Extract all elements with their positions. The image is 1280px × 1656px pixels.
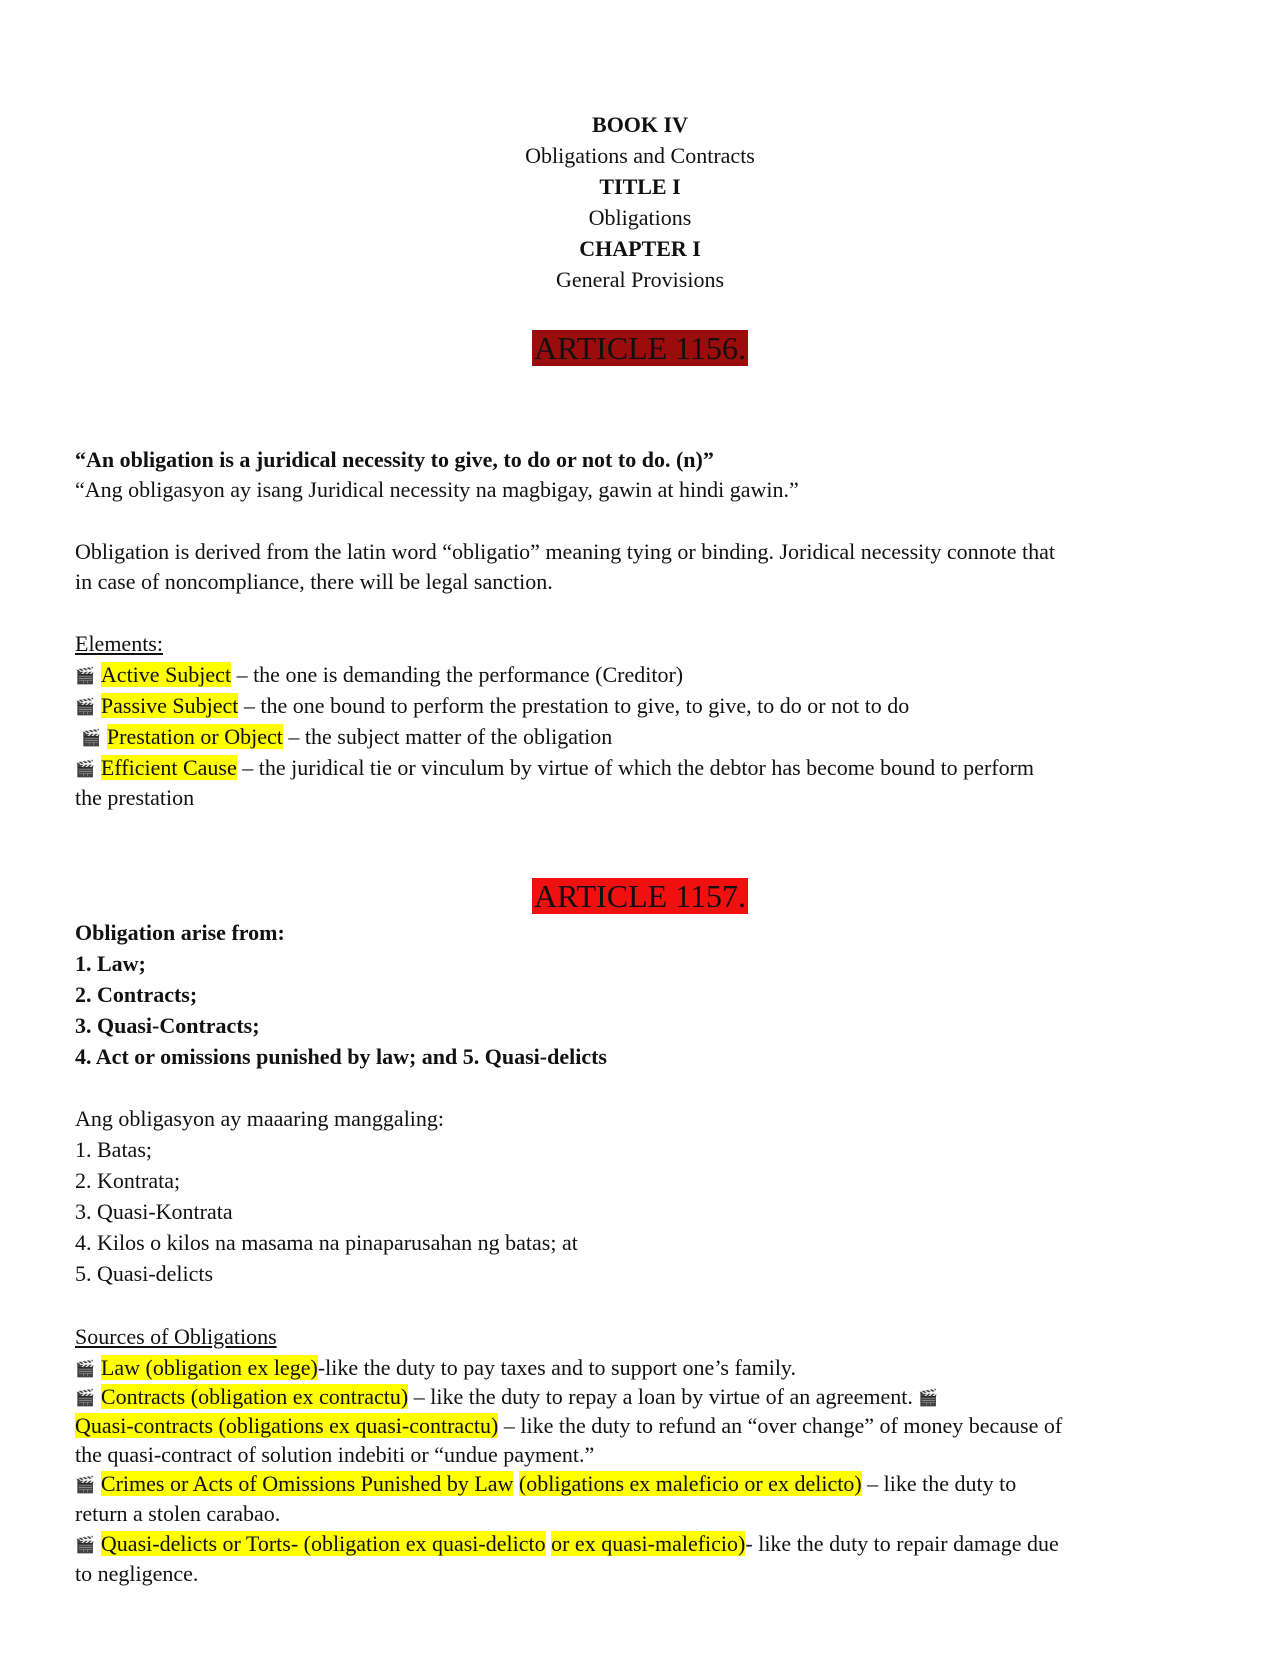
source-item-law [75,1353,1215,1385]
clapperboard-icon: 🎬 [918,1390,939,1407]
clapperboard-icon: 🎬 [75,1390,95,1407]
elements-label-line [75,629,1215,659]
tagalog-label: Ang obligasyon ay maaaring manggaling: [75,1106,445,1131]
article-1156-heading-wrap [0,328,1280,368]
clapperboard-icon: 🎬 [75,699,95,716]
source-desc: – like the duty to [861,1471,1017,1496]
article-1157-heading: ARTICLE 1157. [534,878,746,914]
element-term: Prestation or Object [106,724,283,749]
source-item-quasi-contracts [75,1411,1215,1441]
source-desc: – like the duty to repay a loan by virtue of an agreement. [408,1384,919,1409]
source-term: or ex quasi-maleficio) [551,1531,746,1556]
tagalog-item: 3. Quasi-Kontrata [75,1199,233,1224]
chapter-subtitle: General Provisions [555,267,725,292]
element-item [75,691,1215,723]
source-item-contracts [75,1382,1215,1414]
arise-item: 2. Contracts; [75,982,198,1007]
clapperboard-icon: 🎬 [75,1477,95,1494]
arise-item: 1. Law; [75,951,146,976]
element-desc: – the one bound to perform the prestation to give, to give, to do or not to do [238,693,910,718]
clapperboard-icon: 🎬 [81,730,101,747]
article-1156-quote-tl: “Ang obligasyon ay isang Juridical necessity na magbigay, gawin at hindi gawin.” [75,477,799,502]
element-item [75,753,1215,785]
arise-item: 4. Act or omissions punished by law; and 5. Quasi-delicts [75,1044,607,1069]
sources-label-line [75,1322,1215,1352]
source-term: Quasi-delicts or Torts- (obligation ex quasi-delicto [100,1531,546,1556]
element-term: Efficient Cause [100,755,237,780]
element-desc: – the juridical tie or vinculum by virtue of which the debtor has become bound to perform [236,755,1035,780]
source-item-continuation: the quasi-contract of solution indebiti or “undue payment.” [75,1442,595,1467]
source-desc: - like the duty to repair damage due [745,1531,1059,1556]
elements-label: Elements: [75,631,163,656]
element-desc: – the subject matter of the obligation [282,724,613,749]
clapperboard-icon: 🎬 [75,1537,95,1554]
element-desc: – the one is demanding the performance (Creditor) [231,662,684,687]
tagalog-item: 1. Batas; [75,1137,152,1162]
obligation-definition-line-2: in case of noncompliance, there will be legal sanction. [75,569,553,594]
clapperboard-icon: 🎬 [75,1361,95,1378]
arise-item: 3. Quasi-Contracts; [75,1013,260,1038]
article-1156-quote-en: “An obligation is a juridical necessity to give, to do or not to do. (n)” [75,447,714,472]
element-term: Passive Subject [100,693,239,718]
obligation-arise-label: Obligation arise from: [75,920,285,945]
obligation-definition-line-1: Obligation is derived from the latin word “obligatio” meaning tying or binding. Joridical necessity connote that [75,539,1055,564]
source-term: Crimes or Acts of Omissions Punished by Law [100,1471,514,1496]
sources-label: Sources of Obligations [75,1324,277,1349]
tagalog-item: 5. Quasi-delicts [75,1261,214,1286]
source-desc: -like the duty to pay taxes and to support one’s family. [317,1355,796,1380]
source-item-crimes [75,1469,1215,1501]
source-item-quasi-delicts [75,1529,1215,1561]
source-item-continuation: return a stolen carabao. [75,1501,281,1526]
tagalog-item: 2. Kontrata; [75,1168,181,1193]
tagalog-item: 4. Kilos o kilos na masama na pinaparusahan ng batas; at [75,1230,578,1255]
element-term: Active Subject [100,662,232,687]
element-item [75,660,1215,692]
source-term: Contracts (obligation ex contractu) [100,1384,409,1409]
title-heading: TITLE I [599,174,681,199]
source-term: Quasi-contracts (obligations ex quasi-contractu) [75,1413,499,1438]
source-desc: – like the duty to refund an “over change” of money because of [498,1413,1063,1438]
chapter-heading: CHAPTER I [579,236,701,261]
element-item [81,722,1221,754]
book-subtitle: Obligations and Contracts [525,143,755,168]
source-term: Law (obligation ex lege) [100,1355,318,1380]
source-term: (obligations ex maleficio or ex delicto) [518,1471,862,1496]
article-1156-heading: ARTICLE 1156. [534,330,746,366]
clapperboard-icon: 🎬 [75,668,95,685]
source-item-continuation: to negligence. [75,1561,199,1586]
book-heading: BOOK IV [592,112,688,137]
clapperboard-icon: 🎬 [75,761,95,778]
article-1157-heading-wrap [0,876,1280,916]
element-item-continuation: the prestation [75,785,195,810]
title-subtitle: Obligations [588,205,692,230]
